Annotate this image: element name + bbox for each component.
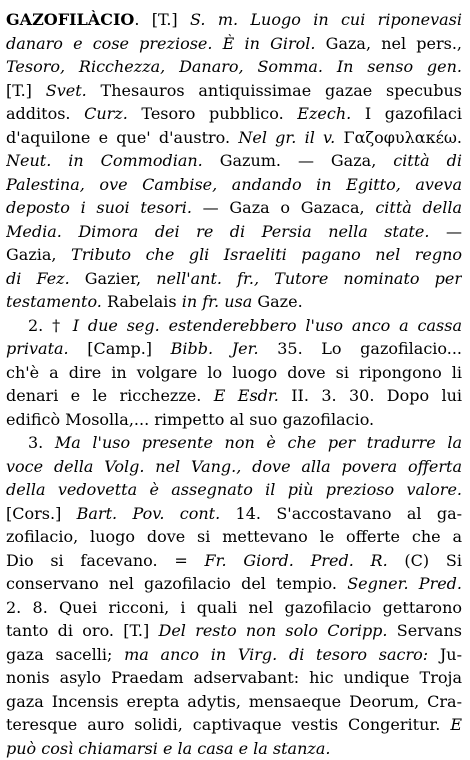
italic-text-segment: in fr. usa (182, 292, 253, 311)
text-segment: Rabelais (102, 292, 182, 311)
text-segment: tanto di oro. [T.] (6, 621, 158, 640)
italic-text-segment: Nel gr. il v. (238, 128, 335, 147)
italic-text-segment: Tesoro, Ricchezza, Danaro, Somma. In senso gen. (6, 57, 462, 76)
text-segment: Dio si facevano. = (6, 551, 205, 570)
italic-text-segment: Neut. in Commodian. (6, 151, 203, 170)
entry-line (6, 455, 462, 479)
entry-line (6, 384, 462, 408)
entry-line (6, 713, 462, 737)
italic-text-segment: E Esdr. (214, 386, 279, 405)
entry-line (6, 431, 462, 455)
text-segment: denari e le ricchezze. (6, 386, 214, 405)
entry-line (6, 525, 462, 549)
text-segment: d'aquilone e que' d'austro. (6, 128, 238, 147)
italic-text-segment: Ma l'uso presente non è che per tradurre la (55, 433, 462, 452)
text-segment: Γαζοφυλακέω. (335, 128, 462, 147)
italic-text-segment: città di (393, 151, 462, 170)
italic-text-segment: città della (375, 198, 462, 217)
text-segment: [Cors.] (6, 504, 77, 523)
text-segment: additos. (6, 104, 84, 123)
headword: GAZOFILÀCIO (6, 10, 134, 29)
entry-line (6, 102, 462, 126)
italic-text-segment: danaro e cose preziose. È in Girol. (6, 34, 315, 53)
text-segment: II. 3. 30. Dopo lui (279, 386, 462, 405)
text-segment: Gaze. (252, 292, 302, 311)
text-segment: I gazofilaci (351, 104, 462, 123)
entry-line (6, 196, 462, 220)
italic-text-segment: Fr. Giord. Pred. R. (205, 551, 388, 570)
entry-line (6, 32, 462, 56)
text-segment: 3. (28, 433, 55, 452)
entry-line (6, 149, 462, 173)
entry-line (6, 690, 462, 714)
text-segment: [T.] (6, 81, 46, 100)
entry-line (6, 361, 462, 385)
entry-line (6, 173, 462, 197)
text-segment: Thesauros antiquissimae gazae specubus (87, 81, 462, 100)
entry-line (6, 666, 462, 690)
entry-line (6, 55, 462, 79)
entry-line (6, 619, 462, 643)
text-segment: gaza Incensis erepta adytis, mensaeque Deorum, Cra- (6, 692, 462, 711)
text-segment: conservano nel gazofilacio del tempio. (6, 574, 347, 593)
text-segment: — (429, 222, 462, 241)
text-segment: gaza sacelli; (6, 645, 124, 664)
text-segment: 2. 8. Quei ricconi, i quali nel gazofilacio gettarono (6, 598, 462, 617)
entry-line (6, 549, 462, 573)
entry-line (6, 243, 462, 267)
entry-line (6, 596, 462, 620)
italic-text-segment: Svet. (46, 81, 87, 100)
entry-line (6, 8, 462, 32)
italic-text-segment: Palestina, ove Cambise, andando in Egitto, aveva (6, 175, 462, 194)
text-segment: Ju- (428, 645, 462, 664)
entry-line (6, 79, 462, 103)
italic-text-segment: Ezech. (297, 104, 351, 123)
italic-text-segment: ma anco in Virg. di tesoro sacro: (124, 645, 428, 664)
italic-text-segment: della vedovetta è assegnato il più prezioso valore. (6, 480, 462, 499)
italic-text-segment: Segner. Pred. (347, 574, 462, 593)
italic-text-segment: testamento. (6, 292, 102, 311)
entry-line (6, 478, 462, 502)
italic-text-segment: deposto i suoi tesori. (6, 198, 192, 217)
text-segment: zofilacio, luogo dove si mettevano le offerte che a (6, 527, 462, 546)
text-segment: Gazia, (6, 245, 71, 264)
text-segment: (C) Si (388, 551, 462, 570)
text-segment: [Camp.] (69, 339, 171, 358)
italic-text-segment: Bibb. Jer. (171, 339, 259, 358)
text-segment: edificò Mosolla,... rimpetto al suo gazofilacio. (6, 410, 374, 429)
italic-text-segment: Tributo che gli Israeliti pagano nel regno (71, 245, 462, 264)
dictionary-entry-gazofilacio (6, 8, 462, 760)
text-segment: Gazum. — Gaza, (203, 151, 393, 170)
italic-text-segment: S. m. Luogo in cui riponevasi (190, 10, 462, 29)
text-segment: Servans (388, 621, 462, 640)
entry-line (6, 126, 462, 150)
entry-line (6, 572, 462, 596)
italic-text-segment: nell'ant. fr., Tutore nominato per (156, 269, 462, 288)
italic-text-segment: Del resto non solo Coripp. (158, 621, 387, 640)
entry-line (6, 314, 462, 338)
entry-line (6, 737, 462, 760)
italic-text-segment: può così chiamarsi e la casa e la stanza. (6, 739, 330, 758)
entry-line (6, 337, 462, 361)
entry-line (6, 408, 462, 432)
text-segment: Tesoro pubblico. (128, 104, 297, 123)
italic-text-segment: Media. Dimora dei re di Persia nella state. (6, 222, 429, 241)
italic-text-segment: Curz. (84, 104, 128, 123)
text-segment: . [T.] (134, 10, 190, 29)
italic-text-segment: di Fez. (6, 269, 70, 288)
text-segment: Gaza, nel pers., (315, 34, 462, 53)
italic-text-segment: voce della Volg. nel Vang., dove alla povera offerta (6, 457, 462, 476)
text-segment: 14. S'accostavano al ga- (220, 504, 462, 523)
entry-line (6, 290, 462, 314)
entry-line (6, 502, 462, 526)
text-segment: — Gaza o Gazaca, (192, 198, 375, 217)
entry-line (6, 220, 462, 244)
italic-text-segment: privata. (6, 339, 69, 358)
text-segment: ch'è a dire in volgare lo luogo dove si ripongono li (6, 363, 462, 382)
italic-text-segment: I due seg. estenderebbero l'uso anco a cassa (73, 316, 462, 335)
italic-text-segment: E (450, 715, 462, 734)
text-segment: teresque auro solidi, captivaque vestis Congeritur. (6, 715, 450, 734)
entry-line (6, 267, 462, 291)
text-segment: Gazier, (70, 269, 157, 288)
entry-line (6, 643, 462, 667)
text-segment: nonis asylo Praedam adservabant: hic undique Troja (6, 668, 462, 687)
text-segment: 2. † (28, 316, 73, 335)
text-segment: 35. Lo gazofilacio... (259, 339, 462, 358)
italic-text-segment: Bart. Pov. cont. (77, 504, 221, 523)
